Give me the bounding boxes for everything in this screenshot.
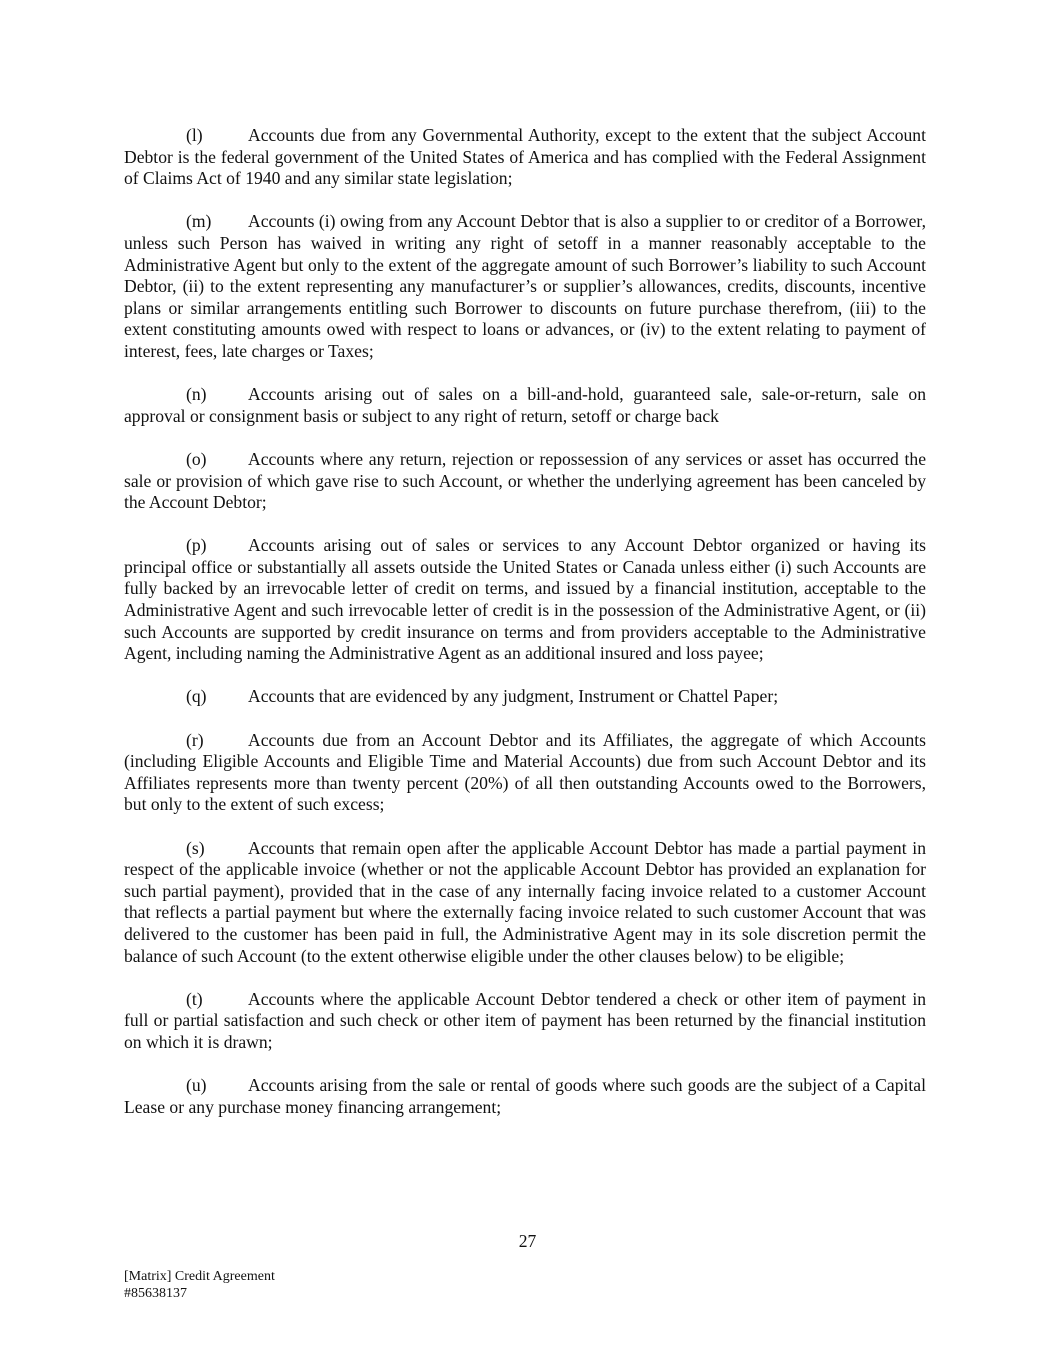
page-number: 27 [518, 1231, 537, 1251]
clause-label: (t) [186, 988, 203, 1009]
document-footer [124, 1268, 275, 1302]
clause-m [124, 211, 926, 362]
clause-l [124, 125, 926, 190]
clause-text: Accounts arising out of sales or services to any Account Debtor organized or having its principal office or substantially all assets outside the United States or Canada unless either (i) such Accounts are fully backed by an irrevocable letter of credit on terms, and issued by a financial institution, acceptable to the Administrative Agent and such irrevocable letter of credit is in the possession of the Administrative Agent, or (ii) such Accounts are supported by credit insurance on terms and from providers acceptable to the Administrative Agent, including naming the Administrative Agent as an additional insured and loss payee; [124, 535, 926, 664]
clause-label: (n) [186, 384, 207, 405]
clause-label: (l) [186, 125, 203, 145]
clause-label: (r) [186, 729, 204, 750]
clause-text: Accounts arising from the sale or rental of goods where such goods are the subject of a Capital Lease or any purchase money financing arrangement; [124, 1075, 926, 1117]
document-body [124, 125, 926, 1140]
clause-s [124, 838, 926, 968]
clause-text: Accounts arising out of sales on a bill-and-hold, guaranteed sale, sale-or-return, sale on approval or consignment basis or subject to any right of return, setoff or charge back [124, 384, 926, 426]
clause-text: Accounts where any return, rejection or repossession of any services or asset has occurred the sale or provision of which gave rise to such Account, or whether the underlying agreement has been canceled by the Account Debtor; [124, 448, 926, 513]
clause-t [124, 989, 926, 1054]
footer-doc-id: #85638137 [124, 1286, 187, 1301]
clause-text: Accounts (i) owing from any Account Debtor that is also a supplier to or creditor of a Borrower, unless such Person has waived in writing any right of setoff in a manner reasonably acceptable to the Administrative Agent but only to the extent of the aggregate amount of such Borrower’s liability to such Account Debtor, (ii) to the extent representing any manufacturer’s or supplier’s allowances, credits, discounts, incentive plans or similar arrangements entitling such Borrower to discounts on future purchase therefrom, (iii) to the extent constituting amounts owed with respect to loans or advances, or (iv) to the extent relating to payment of interest, fees, late charges or Taxes; [124, 211, 926, 361]
clause-label: (q) [186, 686, 207, 707]
clause-label: (s) [186, 837, 205, 858]
clause-n [124, 384, 926, 427]
clause-text: Accounts where the applicable Account Debtor tendered a check or other item of payment in full or partial satisfaction and such check or other item of payment has been returned by the financial institution on which it is drawn; [124, 988, 926, 1052]
clause-label: (u) [186, 1075, 207, 1096]
clause-text: Accounts due from an Account Debtor and its Affiliates, the aggregate of which Accounts (including Eligible Accounts and Eligible Time and Material Accounts) due from such Account Debtor and its Affiliates represents more than twenty percent (20%) of all then outstanding Accounts owed to the Borrowers, but only to the extent of such excess; [124, 729, 926, 815]
clause-o [124, 449, 926, 514]
clause-label: (p) [186, 535, 207, 556]
clause-label: (m) [186, 211, 212, 232]
clause-text: Accounts due from any Governmental Authority, except to the extent that the subject Account Debtor is the federal government of the United States of America and has complied with the Federal Assignment of Claims Act of 1940 and any similar state legislation; [124, 125, 926, 189]
clause-p [124, 535, 926, 665]
clause-text: Accounts that are evidenced by any judgment, Instrument or Chattel Paper; [248, 686, 779, 707]
clause-text: Accounts that remain open after the applicable Account Debtor has made a partial payment in respect of the applicable invoice (whether or not the applicable Account Debtor has provided an explanation for such partial payment), provided that in the case of any internally facing invoice related to a customer Account that reflects a partial payment but where the externally facing invoice related to such customer Account that was delivered to the customer has been paid in full, the Administrative Agent may in its sole discretion permit the balance of such Account (to the extent otherwise eligible under the other clauses below) to be eligible; [124, 837, 926, 966]
clause-u [124, 1075, 926, 1118]
clause-q [124, 686, 926, 708]
clause-label: (o) [186, 448, 207, 469]
clause-r [124, 730, 926, 816]
footer-title: [Matrix] Credit Agreement [124, 1269, 275, 1284]
